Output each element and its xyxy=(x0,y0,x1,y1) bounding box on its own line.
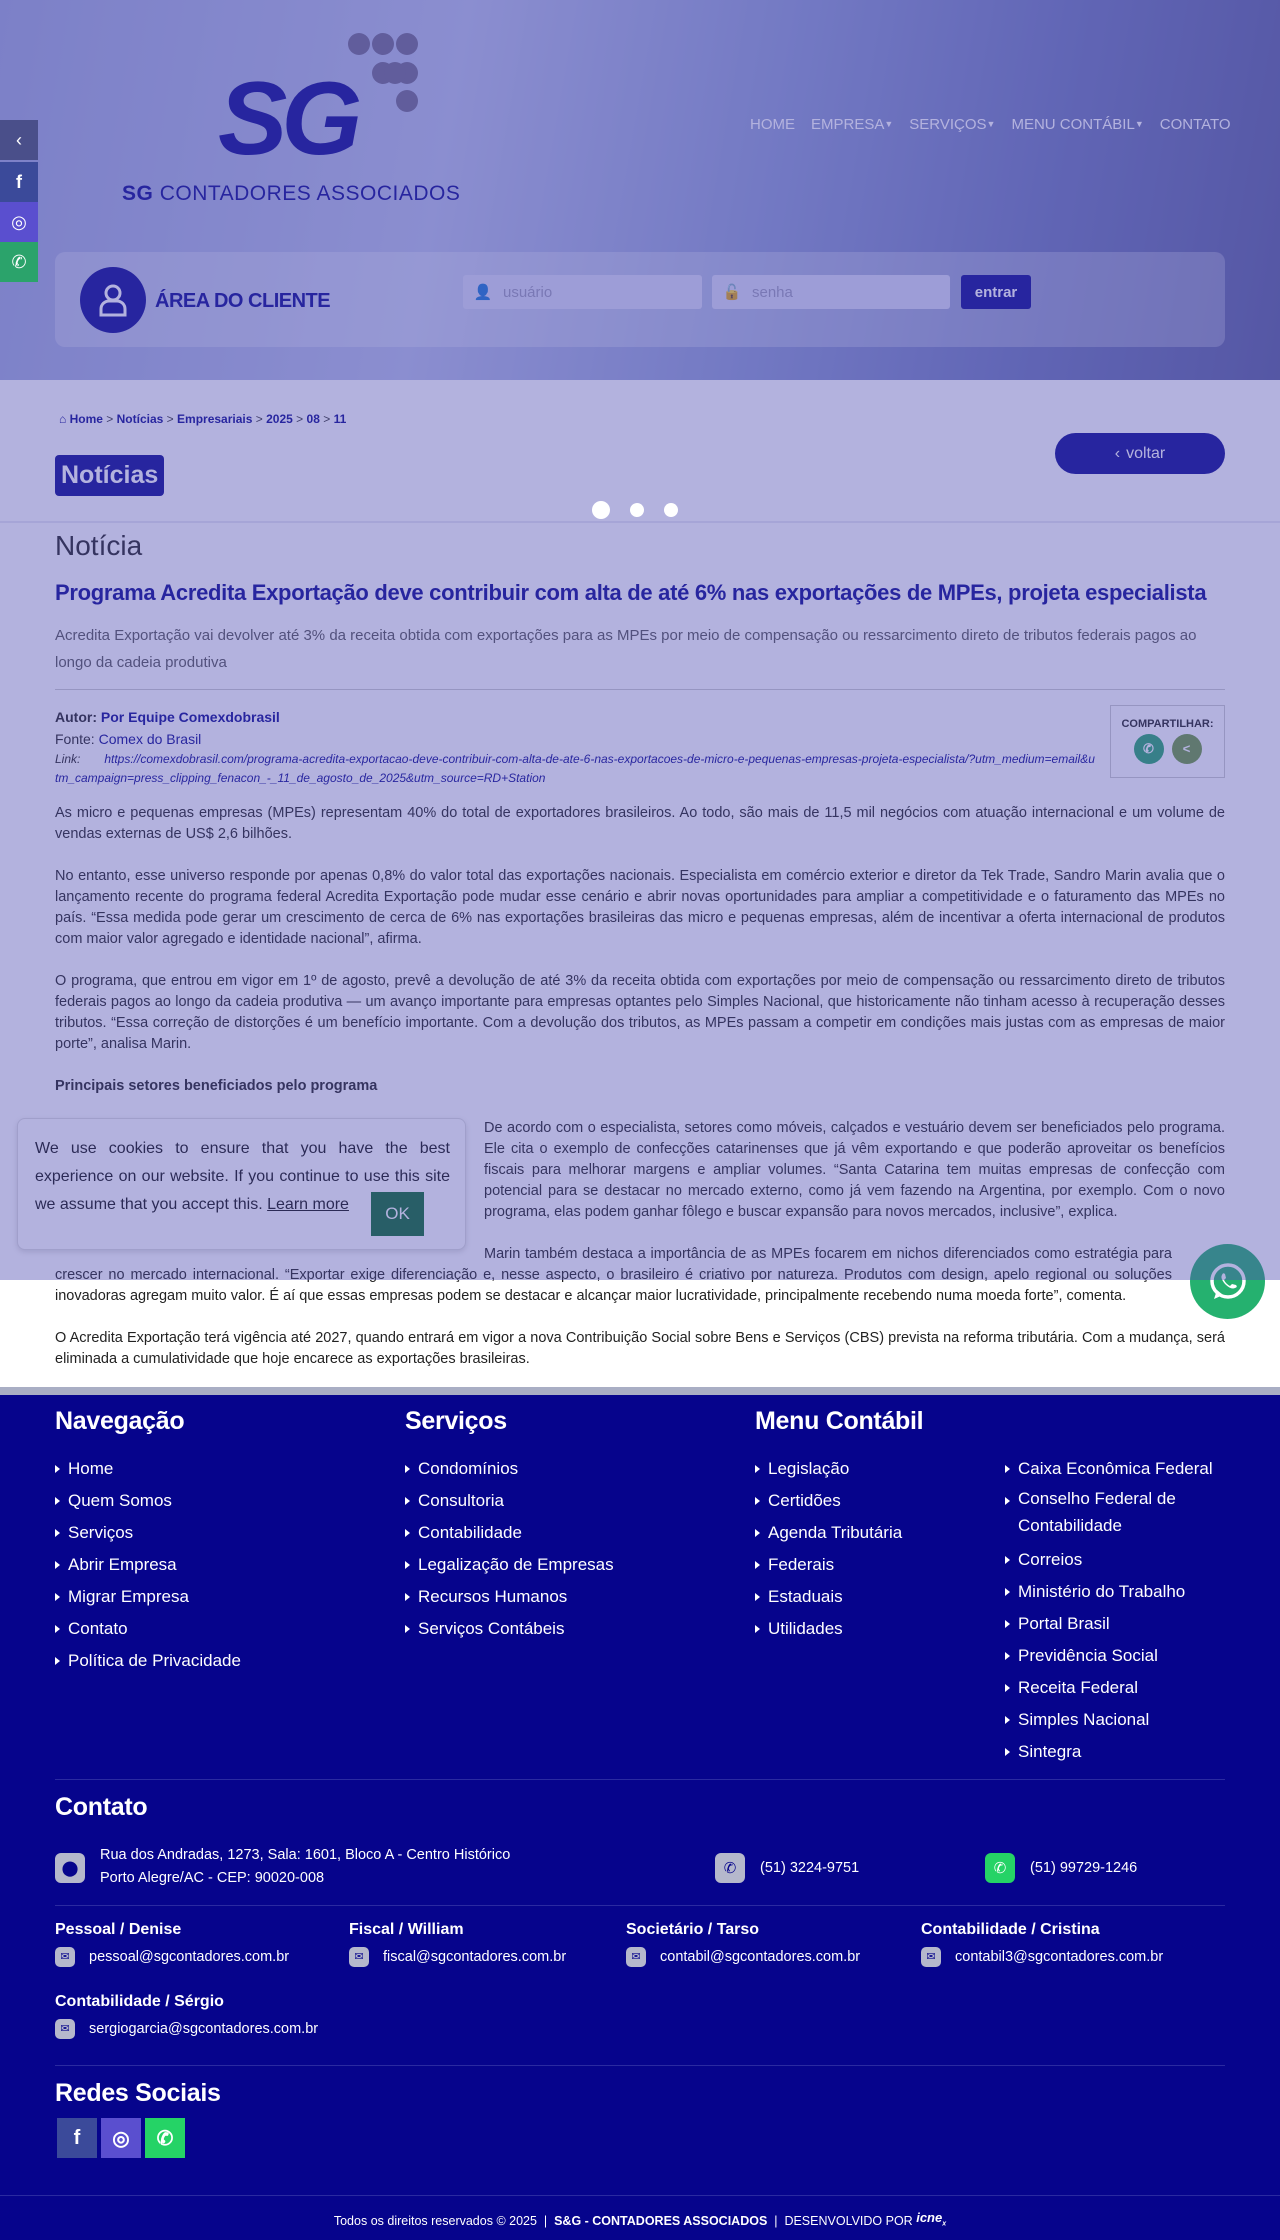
facebook-icon[interactable]: f xyxy=(0,162,38,202)
footer-link[interactable]: Agenda Tributária xyxy=(755,1517,902,1549)
footer-link[interactable]: Serviços Contábeis xyxy=(405,1613,614,1645)
email-group-title: Pessoal / Denise xyxy=(55,1921,182,1938)
footer-link[interactable]: Ministério do Trabalho xyxy=(1005,1576,1230,1608)
chevron-left-icon: ‹ xyxy=(1114,444,1121,462)
address: Rua dos Andradas, 1273, Sala: 1601, Bloco A - Centro Histórico Porto Alegre/AC - CEP: 90020-008 xyxy=(100,1847,511,1886)
footer-link[interactable]: Certidões xyxy=(755,1485,902,1517)
email-link[interactable]: ✉ contabil@sgcontadores.com.br xyxy=(626,1947,860,1967)
caret-down-icon: ▼ xyxy=(986,119,996,129)
breadcrumb-noticias[interactable]: Notícias xyxy=(116,412,164,426)
mail-icon: ✉ xyxy=(921,1947,941,1967)
footer-link[interactable]: Federais xyxy=(755,1549,902,1581)
cookie-banner: We use cookies to ensure that you have the best experience on our website. If you continue to use this site we assume that you accept this. Learn more OK xyxy=(17,1118,466,1250)
password-input[interactable]: 🔓 senha xyxy=(712,275,950,309)
email-link[interactable]: ✉ contabil3@sgcontadores.com.br xyxy=(921,1947,1163,1967)
footer-link[interactable]: Serviços xyxy=(55,1517,241,1549)
footer-link[interactable]: Simples Nacional xyxy=(1005,1704,1230,1736)
login-button[interactable]: entrar xyxy=(961,275,1031,309)
mail-icon: ✉ xyxy=(626,1947,646,1967)
contact-title: Contato xyxy=(55,1793,148,1821)
share-icon[interactable]: < xyxy=(1172,734,1202,764)
phone-icon: ✆ xyxy=(715,1853,745,1883)
footer-link[interactable]: Consultoria xyxy=(405,1485,614,1517)
footer-link[interactable]: Quem Somos xyxy=(55,1485,241,1517)
footer-link[interactable]: Sintegra xyxy=(1005,1736,1230,1768)
email-group-title: Contabilidade / Cristina xyxy=(921,1921,1100,1938)
article-body: As micro e pequenas empresas (MPEs) representam 40% do total de exportadores brasileiros. Ao todo, são mais de 11,5 mil negócios com atuação internacional e um volume de vendas externas de US$ 2,6 bilhões. No entanto, esse universo responde por apenas 0,8% do valor total das exportações nacionais. Especialista em comércio exterior e diretor da Tek Trade, Sandro Marin avalia que o lançamento recente do programa federal Acredita Exportação pode mudar esse cenário e abrir novas oportunidades para ampliar a competitividade e o faturamento das MPEs no país. “Essa medida pode gerar um crescimento de cerca de 6% nas exportações brasileiras das micro e pequenas empresas, além de incentivar a oferta internacional de produtos com maior valor agregado e identidade nacional”, afirma. O programa, que entrou em vigor em 1º de agosto, prevê a devolução de até 3% da receita obtida com exportações por meio de compensação ou ressarcimento direto de tributos federais pagos ao longo da cadeia produtiva — um avanço importante para empresas optantes pelo Simples Nacional, que historicamente não tinham acesso à recuperação desses tributos. “Essa correção de distorções é um benefício importante. Com a devolução dos tributos, as MPEs passam a competir em condições mais justas com as empresas de maior porte”, analisa Marin. Principais setores beneficiados pelo programa We use cookies to ensure that you have the best experience on our website. If you continue to use this site we assume that you accept this. Learn more OK De acordo com o especialista, setores como móveis, calçados e vestuário devem ser beneficiados pelo programa. Ele cita o exemplo de confecções catarinenses que já vêm exportando e que poderão aproveitar os benefícios fiscais para melhorar margens e ampliar volumes. “Santa Catarina tem muitas empresas de confecção com potencial para se destacar no mercado externo, como já vem fazendo na Argentina, por exemplo. Com o novo programa, elas podem ganhar fôlego e buscar expansão para novos mercados, inclusive”, explica. Marin também destaca a importância de as MPEs focarem em nichos diferenciados como estratégia para crescer no mercado internacional. “Exportar exige diferenciação e, nesse aspecto, o brasileiro é criativo por natureza. Produtos com design, apelo regional ou soluções inovadoras agregam muito valor. É aí que essas empresas podem se destacar e alcançar maior lucratividade, principalmente recebendo numa moeda forte”, comenta. O Acredita Exportação terá vigência até 2027, quando entrará em vigor a nova Contribuição Social sobre Bens e Serviços (CBS) prevista na reforma tributária. Com a mudança, será eliminada a cumulatividade que hoje encarece as exportações brasileiras. xyxy=(55,803,1225,1391)
source-link[interactable]: Comex do Brasil xyxy=(98,731,202,747)
footer-link[interactable]: Legislação xyxy=(755,1453,902,1485)
chevron-left-icon[interactable]: ‹ xyxy=(0,120,38,160)
whatsapp-icon: ✆ xyxy=(985,1853,1015,1883)
article-title: Programa Acredita Exportação deve contribuir com alta de até 6% nas exportações de MPEs, projeta especialista xyxy=(55,580,1207,605)
email-group-title: Contabilidade / Sérgio xyxy=(55,1993,224,2010)
developer-logo[interactable]: icne$_x$ xyxy=(916,2210,947,2228)
email-group-title: Societário / Tarso xyxy=(626,1921,760,1938)
learn-more-link[interactable]: Learn more xyxy=(267,1196,349,1213)
map-pin-icon: ⬤ xyxy=(55,1853,85,1883)
whatsapp-number[interactable]: (51) 99729-1246 xyxy=(1030,1860,1138,1876)
footer-link[interactable]: Previdência Social xyxy=(1005,1640,1230,1672)
article-url-link[interactable]: https://comexdobrasil.com/programa-acredita-exportacao-deve-contribuir-com-alta-de-ate-6-nas-exportacoes-de-micro-e-pequenas-empresas-projeta-especialista/?utm_medium=email&utm_campaign=press_clipping_fenacon_-_11_de_agosto_de_2025&utm_source=RD+Station xyxy=(55,752,1095,785)
breadcrumb: ⌂ Home > Notícias > Empresariais > 2025 > 08 > 11 xyxy=(59,412,347,426)
footer-services-list xyxy=(405,1453,614,1645)
footer-menu-list-2 xyxy=(1005,1453,1230,1768)
share-box: COMPARTILHAR: ✆ < xyxy=(1110,705,1225,778)
footer-nav-list xyxy=(55,1453,241,1677)
whatsapp-icon[interactable]: ✆ xyxy=(145,2118,185,2158)
caret-down-icon: ▼ xyxy=(1134,119,1144,129)
email-link[interactable]: ✉ pessoal@sgcontadores.com.br xyxy=(55,1947,289,1967)
mail-icon: ✉ xyxy=(55,1947,75,1967)
footer-link[interactable]: Contato xyxy=(55,1613,241,1645)
footer-menu-title: Menu Contábil xyxy=(755,1407,924,1435)
footer-link[interactable]: Home xyxy=(55,1453,241,1485)
footer-link[interactable]: Recursos Humanos xyxy=(405,1581,614,1613)
footer-link[interactable]: Legalização de Empresas xyxy=(405,1549,614,1581)
breadcrumb-empresariais[interactable]: Empresariais xyxy=(177,412,253,426)
copyright: Todos os direitos reservados © 2025 | S&G - CONTADORES ASSOCIADOS | DESENVOLVIDO POR icne$_x$ xyxy=(333,2210,947,2228)
nav-contato[interactable]: CONTATO xyxy=(1159,116,1231,133)
footer-link[interactable]: Correios xyxy=(1005,1544,1230,1576)
instagram-icon[interactable]: ◎ xyxy=(0,202,38,242)
loading-dot xyxy=(592,501,610,519)
footer xyxy=(0,1395,1280,2240)
breadcrumb-month[interactable]: 08 xyxy=(306,412,320,426)
footer-link[interactable]: Conselho Federal de Contabilidade xyxy=(1005,1485,1230,1539)
footer-link[interactable]: Receita Federal xyxy=(1005,1672,1230,1704)
phone-number[interactable]: (51) 3224-9751 xyxy=(760,1860,860,1876)
email-link[interactable]: ✉ sergiogarcia@sgcontadores.com.br xyxy=(55,2019,318,2039)
section-badge: Notícias xyxy=(55,455,164,496)
whatsapp-icon[interactable]: ✆ xyxy=(0,242,38,282)
footer-link[interactable]: Caixa Econômica Federal xyxy=(1005,1453,1230,1485)
client-area-title: ÁREA DO CLIENTE xyxy=(155,290,331,312)
facebook-icon[interactable]: f xyxy=(57,2118,97,2158)
instagram-icon[interactable]: ◎ xyxy=(101,2118,141,2158)
article-subtitle: Acredita Exportação vai devolver até 3% da receita obtida com exportações para as MPEs por meio de compensação ou ressarcimento direto de tributos federais pagos ao longo da cadeia produtiva xyxy=(55,627,1197,671)
loading-dot xyxy=(630,503,644,517)
nav-servicos[interactable]: SERVIÇOS▼ xyxy=(909,116,996,133)
divider xyxy=(55,1905,1225,1906)
footer-services-title: Serviços xyxy=(405,1407,507,1435)
divider xyxy=(55,1779,1225,1780)
breadcrumb-year[interactable]: 2025 xyxy=(266,412,293,426)
divider xyxy=(0,2195,1280,2196)
nav-home[interactable]: HOME xyxy=(750,116,795,133)
mail-icon: ✉ xyxy=(349,1947,369,1967)
username-input[interactable]: 👤 usuário xyxy=(463,275,702,309)
email-group-title: Fiscal / William xyxy=(349,1921,464,1938)
author-link[interactable]: Por Equipe Comexdobrasil xyxy=(100,709,280,725)
article-subheading: Principais setores beneficiados pelo programa xyxy=(55,1078,378,1094)
loading-dot xyxy=(664,503,678,517)
cookie-ok-button[interactable]: OK xyxy=(371,1192,424,1236)
user-icon: 👤 xyxy=(473,284,493,301)
footer-link[interactable]: Estaduais xyxy=(755,1581,902,1613)
footer-link[interactable]: Migrar Empresa xyxy=(55,1581,241,1613)
logo-name: SG CONTADORES ASSOCIADOS xyxy=(122,182,461,205)
footer-link[interactable]: Condomínios xyxy=(405,1453,614,1485)
footer-link[interactable]: Abrir Empresa xyxy=(55,1549,241,1581)
email-link[interactable]: ✉ fiscal@sgcontadores.com.br xyxy=(349,1947,566,1967)
caret-down-icon: ▼ xyxy=(884,119,894,129)
nav-menu-contabil[interactable]: MENU CONTÁBIL▼ xyxy=(1011,116,1144,133)
mail-icon: ✉ xyxy=(55,2019,75,2039)
footer-link[interactable]: Utilidades xyxy=(755,1613,902,1645)
breadcrumb-home[interactable]: Home xyxy=(69,412,103,426)
home-icon: ⌂ xyxy=(59,412,67,426)
logo-mark[interactable]: SG xyxy=(218,61,357,177)
footer-link[interactable]: Política de Privacidade xyxy=(55,1645,241,1677)
breadcrumb-day[interactable]: 11 xyxy=(333,412,347,426)
social-title: Redes Sociais xyxy=(55,2079,221,2107)
nav-empresa[interactable]: EMPRESA▼ xyxy=(811,116,894,133)
lock-icon: 🔓 xyxy=(722,284,742,301)
article-meta: Autor: Por Equipe Comexdobrasil Fonte: Comex do Brasil Link: https://comexdobrasil.com/programa-acredita-exportacao-deve-contribuir-com-alta-de-ate-6-nas-exportacoes-de-micro-e-pequenas-empresas-projeta-especialista/?utm_medium=email&utm_campaign=press_clipping_fenacon_-_11_de_agosto_de_2025&utm_source=RD+Station xyxy=(55,709,1095,785)
footer-nav-title: Navegação xyxy=(55,1407,185,1435)
divider xyxy=(0,1387,1280,1395)
footer-link[interactable]: Portal Brasil xyxy=(1005,1608,1230,1640)
back-button[interactable]: ‹ voltar xyxy=(1055,433,1225,474)
footer-menu-list xyxy=(755,1453,902,1645)
divider xyxy=(55,2065,1225,2066)
page-heading: Notícia xyxy=(55,530,143,561)
whatsapp-share-icon[interactable]: ✆ xyxy=(1134,734,1164,764)
footer-link[interactable]: Contabilidade xyxy=(405,1517,614,1549)
